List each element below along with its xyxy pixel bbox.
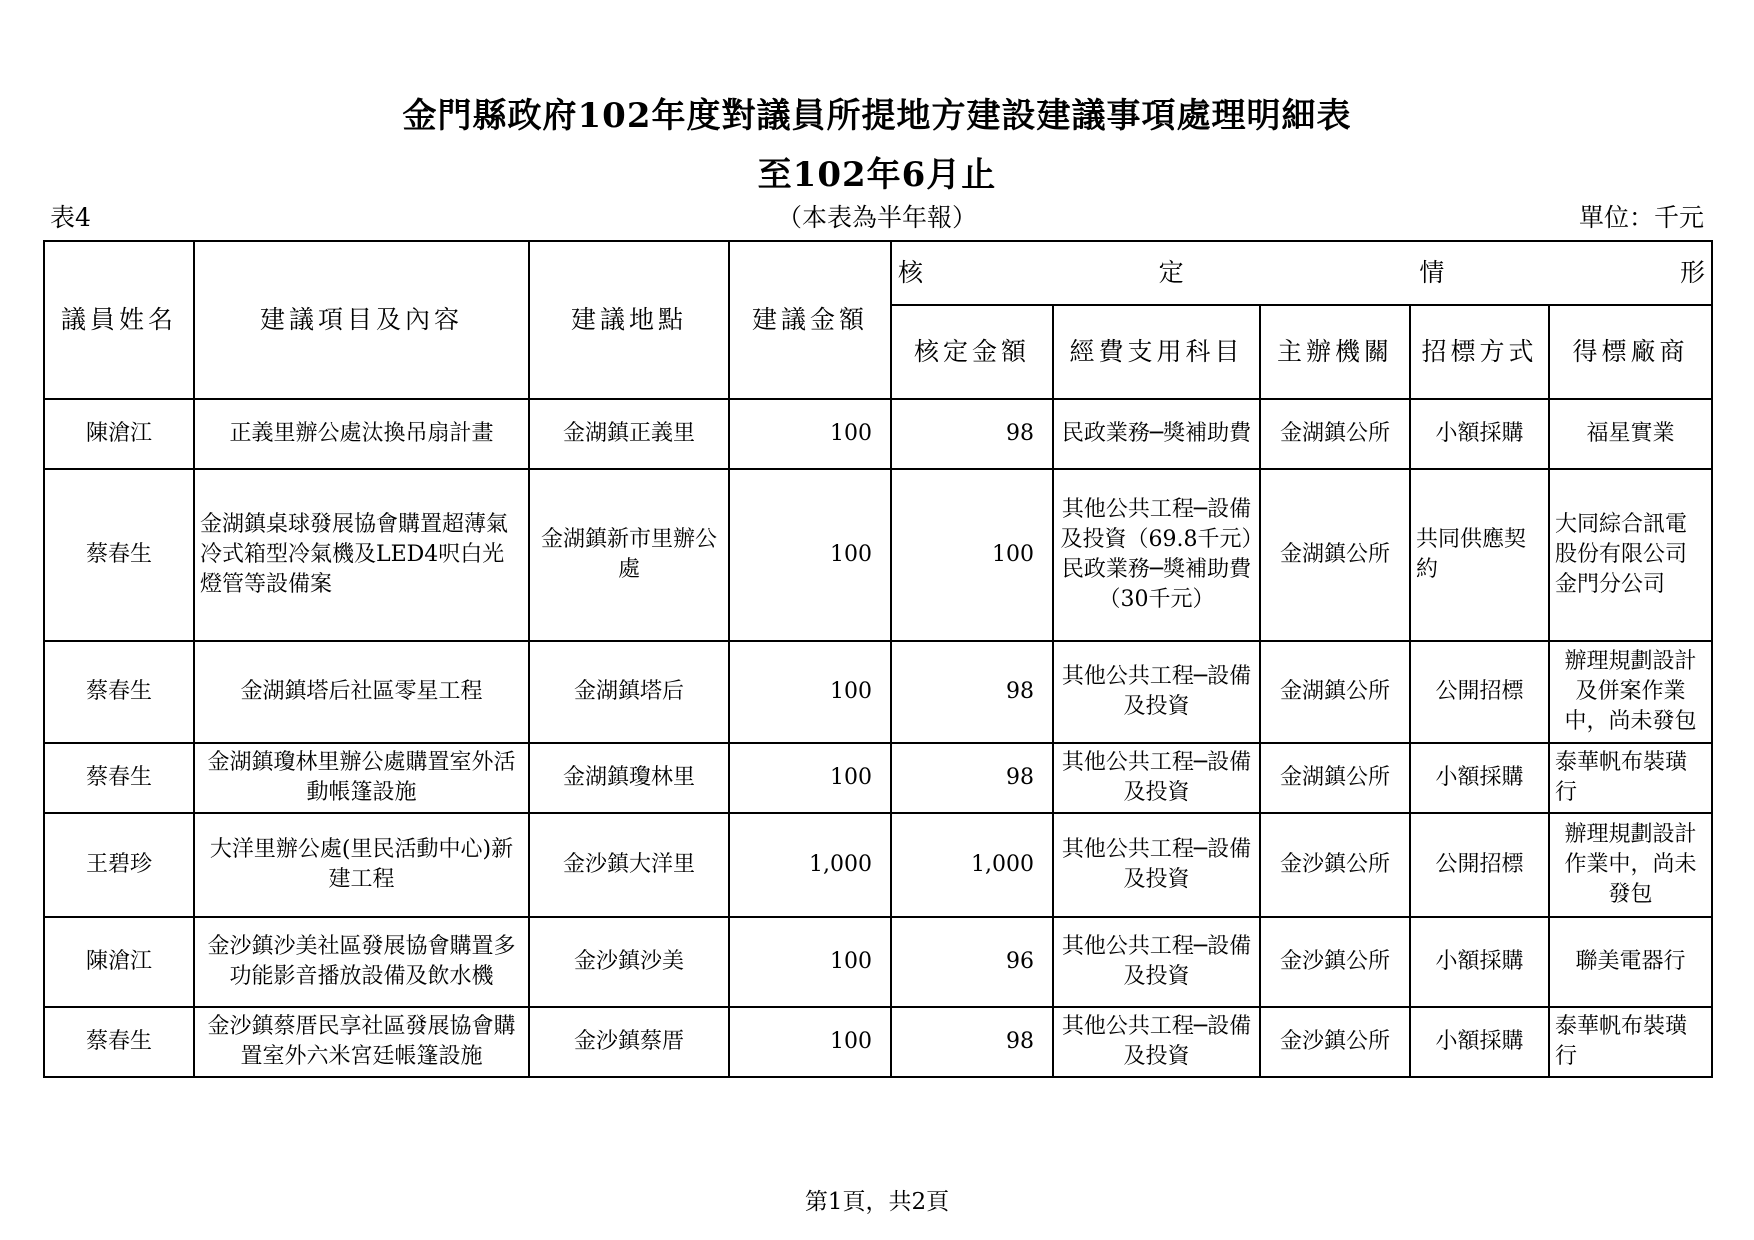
cell-approved: 98 (891, 1007, 1053, 1077)
cell-location: 金沙鎮大洋里 (529, 813, 729, 917)
cell-tender: 公開招標 (1410, 641, 1549, 743)
cell-tender: 公開招標 (1410, 813, 1549, 917)
cell-vendor: 泰華帆布裝璜行 (1549, 743, 1712, 813)
table-number: 表4 (50, 203, 91, 232)
cell-amount: 100 (729, 469, 891, 641)
cell-amount: 100 (729, 399, 891, 469)
cell-budget: 其他公共工程─設備及投資（69.8千元）民政業務─獎補助費（30千元） (1053, 469, 1260, 641)
header-vendor: 得標廠商 (1549, 305, 1712, 399)
header-approval-char: 形 (1679, 258, 1705, 287)
cell-agency: 金湖鎮公所 (1260, 641, 1410, 743)
cell-amount: 100 (729, 917, 891, 1007)
cell-tender: 小額採購 (1410, 743, 1549, 813)
cell-amount: 100 (729, 641, 891, 743)
header-tender: 招標方式 (1410, 305, 1549, 399)
cell-member: 蔡春生 (44, 743, 194, 813)
cell-vendor: 福星實業 (1549, 399, 1712, 469)
cell-agency: 金沙鎮公所 (1260, 813, 1410, 917)
table-row (44, 813, 1712, 917)
cell-item: 金沙鎮蔡厝民享社區發展協會購置室外六米宮廷帳篷設施 (194, 1007, 529, 1077)
cell-approved: 98 (891, 399, 1053, 469)
header-location: 建議地點 (529, 241, 729, 399)
cell-member: 王碧珍 (44, 813, 194, 917)
table-row (44, 469, 1712, 641)
cell-vendor: 辦理規劃設計作業中，尚未發包 (1549, 813, 1712, 917)
cell-budget: 民政業務─獎補助費 (1053, 399, 1260, 469)
cell-budget: 其他公共工程─設備及投資 (1053, 641, 1260, 743)
cell-vendor: 泰華帆布裝璜行 (1549, 1007, 1712, 1077)
unit-label: 單位：千元 (1578, 203, 1704, 232)
cell-budget: 其他公共工程─設備及投資 (1053, 813, 1260, 917)
header-amount: 建議金額 (729, 241, 891, 399)
cell-budget: 其他公共工程─設備及投資 (1053, 917, 1260, 1007)
header-member: 議員姓名 (44, 241, 194, 399)
cell-item: 金沙鎮沙美社區發展協會購置多功能影音播放設備及飲水機 (194, 917, 529, 1007)
header-approval-group (891, 241, 1712, 305)
table-row (44, 743, 1712, 813)
header-item: 建議項目及內容 (194, 241, 529, 399)
cell-tender: 小額採購 (1410, 917, 1549, 1007)
page-footer: 第1頁，共2頁 (804, 1189, 950, 1215)
table-row (44, 641, 1712, 743)
table-row (44, 399, 1712, 469)
cell-item: 金湖鎮塔后社區零星工程 (194, 641, 529, 743)
header-approved-amount: 核定金額 (891, 305, 1053, 399)
cell-vendor: 大同綜合訊電股份有限公司金門分公司 (1549, 469, 1712, 641)
cell-amount: 1,000 (729, 813, 891, 917)
cell-member: 蔡春生 (44, 469, 194, 641)
cell-location: 金沙鎮蔡厝 (529, 1007, 729, 1077)
cell-member: 陳滄江 (44, 917, 194, 1007)
cell-vendor: 聯美電器行 (1549, 917, 1712, 1007)
cell-location: 金湖鎮塔后 (529, 641, 729, 743)
table-row (44, 917, 1712, 1007)
header-agency: 主辦機關 (1260, 305, 1410, 399)
cell-location: 金湖鎮正義里 (529, 399, 729, 469)
cell-agency: 金沙鎮公所 (1260, 1007, 1410, 1077)
cell-agency: 金湖鎮公所 (1260, 399, 1410, 469)
proposal-table (43, 240, 1713, 1078)
cell-approved: 100 (891, 469, 1053, 641)
header-approval-char: 定 (1158, 258, 1184, 287)
header-approval-char: 情 (1419, 258, 1445, 287)
cell-member: 蔡春生 (44, 1007, 194, 1077)
cell-amount: 100 (729, 1007, 891, 1077)
cell-location: 金沙鎮沙美 (529, 917, 729, 1007)
cell-item: 金湖鎮瓊林里辦公處購置室外活動帳篷設施 (194, 743, 529, 813)
table-row (44, 1007, 1712, 1077)
cell-location: 金湖鎮瓊林里 (529, 743, 729, 813)
cell-tender: 共同供應契約 (1410, 469, 1549, 641)
cell-approved: 96 (891, 917, 1053, 1007)
period-note: （本表為半年報） (776, 203, 977, 232)
cell-member: 陳滄江 (44, 399, 194, 469)
cell-item: 正義里辦公處汰換吊扇計畫 (194, 399, 529, 469)
header-budget-item: 經費支用科目 (1053, 305, 1260, 399)
cell-member: 蔡春生 (44, 641, 194, 743)
cell-approved: 1,000 (891, 813, 1053, 917)
cell-vendor: 辦理規劃設計及併案作業中，尚未發包 (1549, 641, 1712, 743)
cell-agency: 金沙鎮公所 (1260, 917, 1410, 1007)
cell-item: 金湖鎮桌球發展協會購置超薄氣冷式箱型冷氣機及LED4呎白光燈管等設備案 (194, 469, 529, 641)
cell-budget: 其他公共工程─設備及投資 (1053, 743, 1260, 813)
cell-location: 金湖鎮新市里辦公處 (529, 469, 729, 641)
cell-agency: 金湖鎮公所 (1260, 469, 1410, 641)
cell-tender: 小額採購 (1410, 1007, 1549, 1077)
document-title: 金門縣政府102年度對議員所提地方建設建議事項處理明細表 (402, 96, 1352, 136)
header-approval-char: 核 (898, 258, 924, 287)
cell-budget: 其他公共工程─設備及投資 (1053, 1007, 1260, 1077)
cell-tender: 小額採購 (1410, 399, 1549, 469)
cell-item: 大洋里辦公處(里民活動中心)新建工程 (194, 813, 529, 917)
cell-amount: 100 (729, 743, 891, 813)
cell-approved: 98 (891, 641, 1053, 743)
document-subtitle: 至102年6月止 (757, 155, 997, 195)
cell-agency: 金湖鎮公所 (1260, 743, 1410, 813)
cell-approved: 98 (891, 743, 1053, 813)
